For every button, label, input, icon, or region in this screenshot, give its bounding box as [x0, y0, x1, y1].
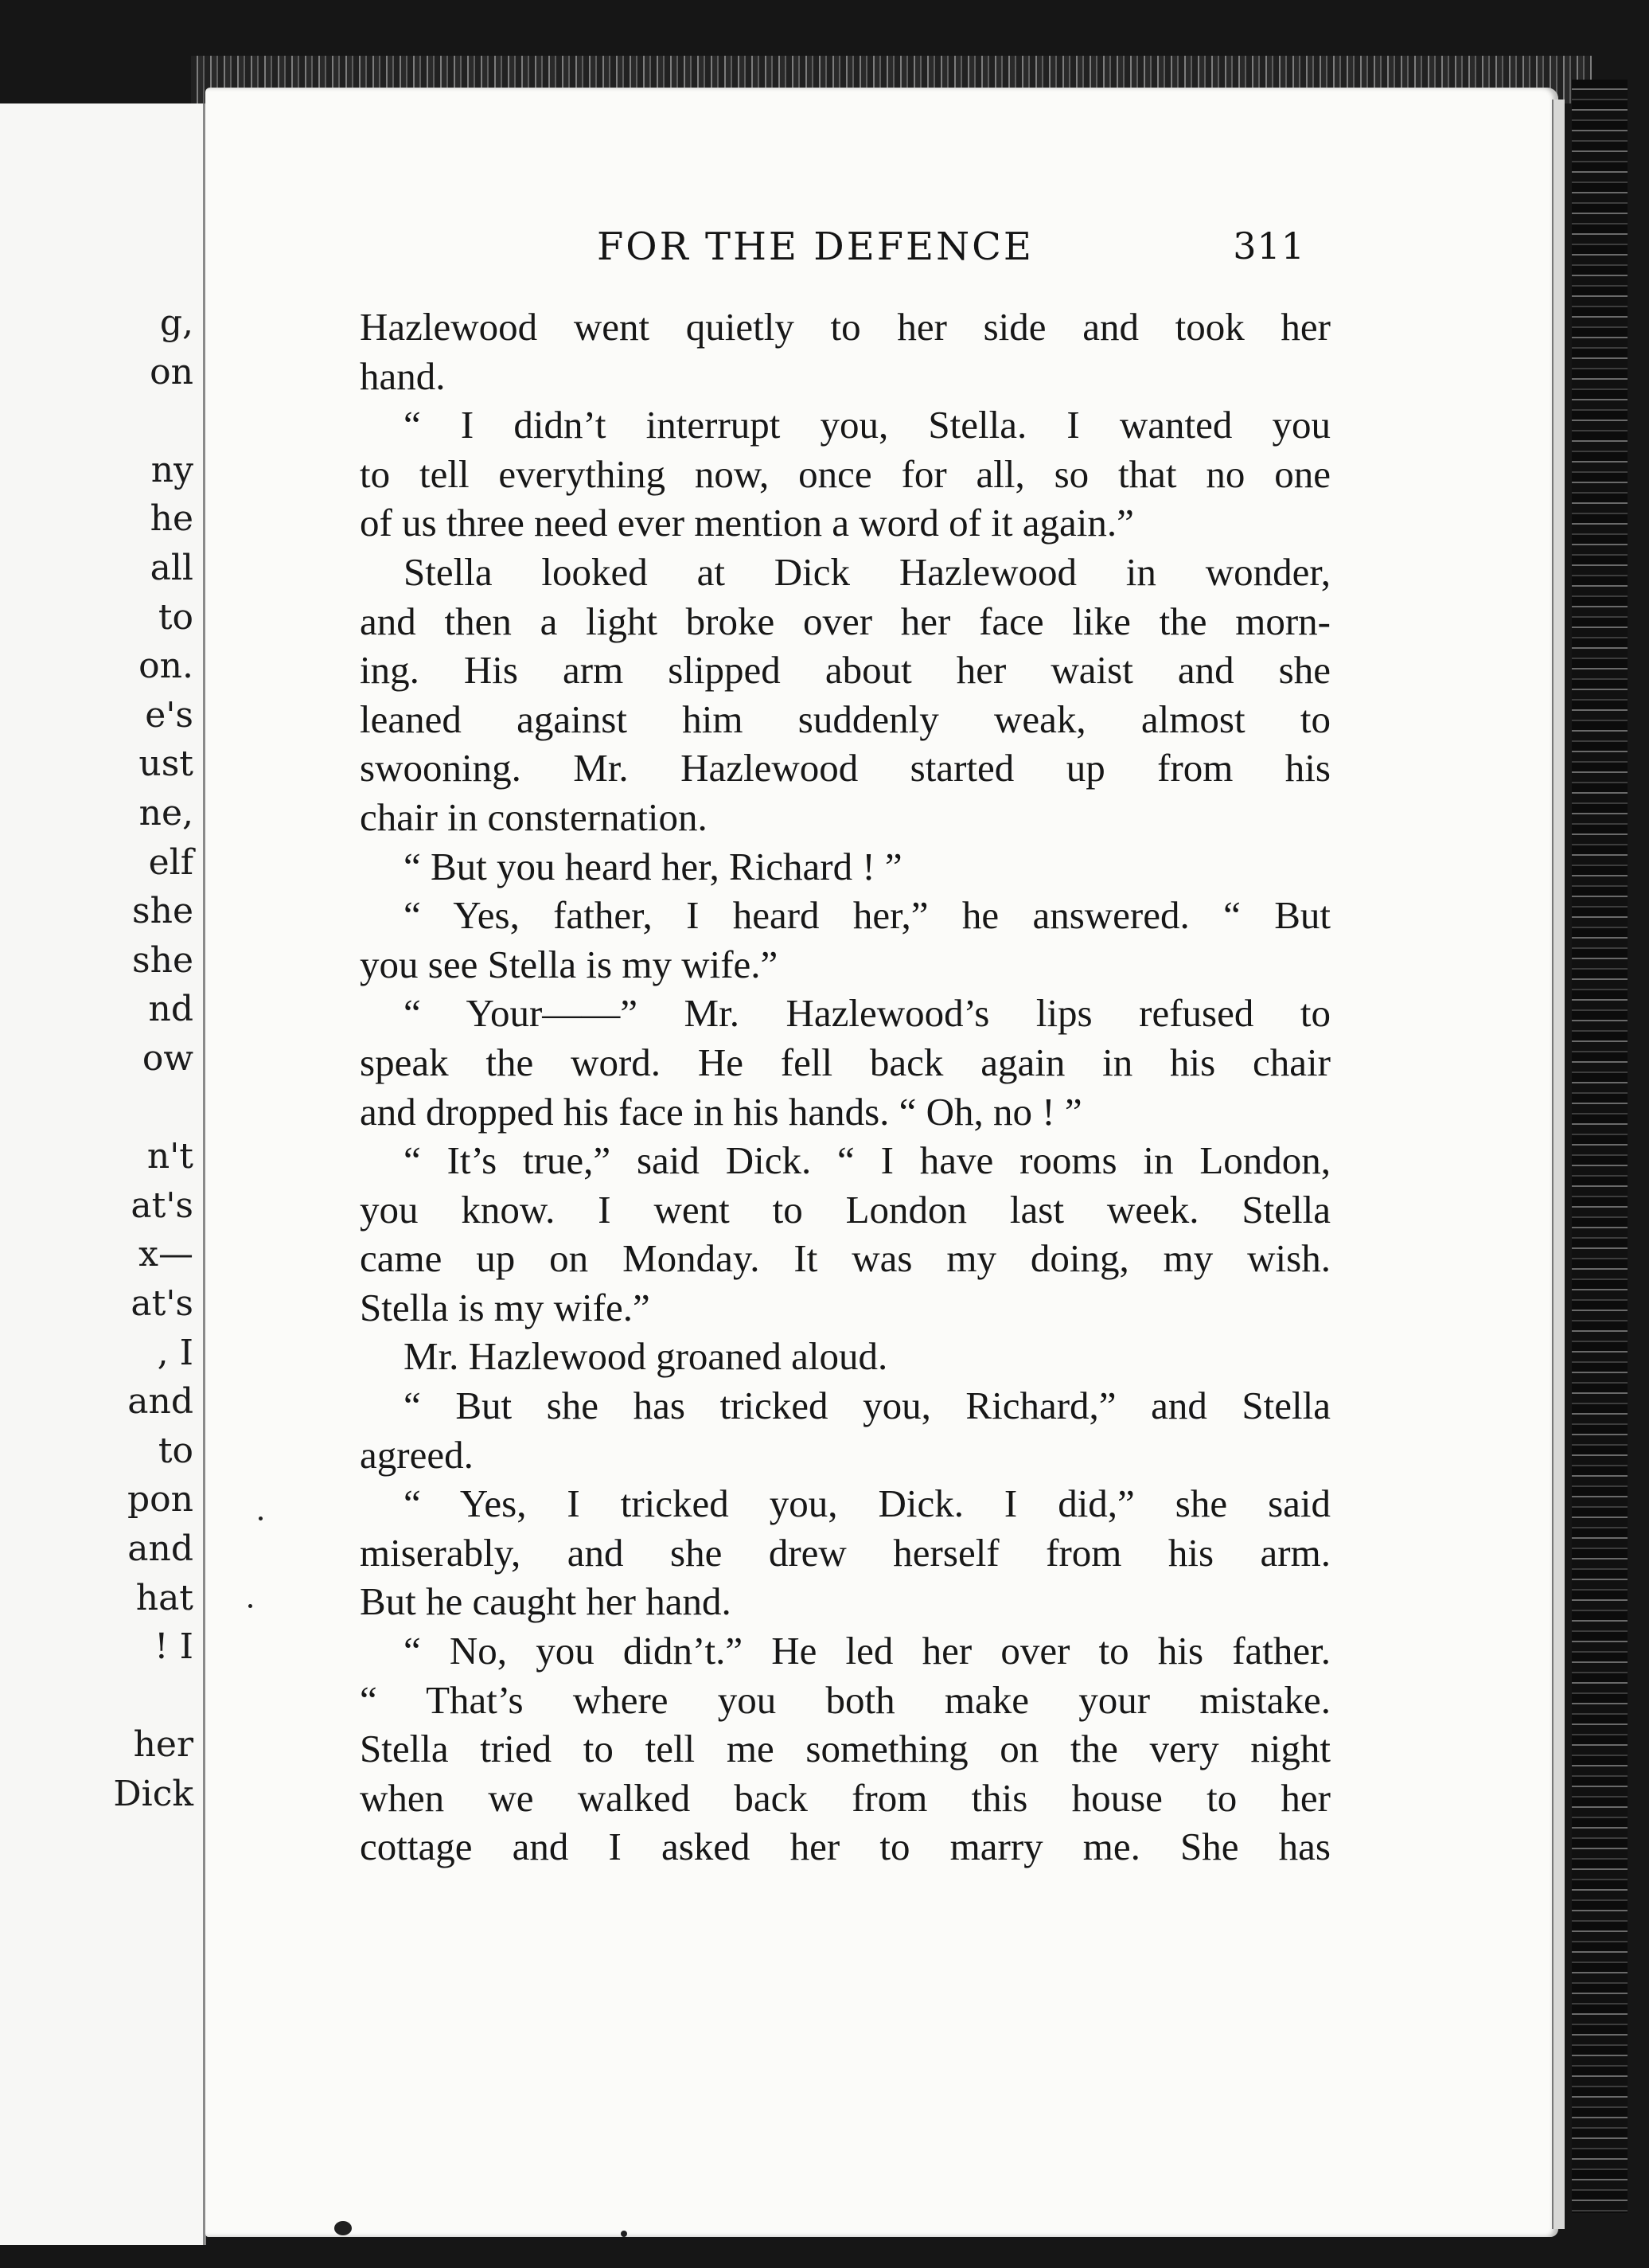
- book-cover-edge: [1572, 80, 1628, 2213]
- left-page-fragment: g,: [159, 303, 193, 343]
- text-line: “ Yes, I tricked you, Dick. I did,” she said: [403, 1481, 1331, 1526]
- text-line: came up on Monday. It was my doing, my wish.: [360, 1236, 1331, 1281]
- page-number: 311: [1233, 224, 1305, 267]
- left-page-fragment: all: [150, 548, 193, 588]
- text-line: agreed.: [360, 1432, 474, 1477]
- body-text: [360, 303, 1331, 1872]
- text-line: cottage and I asked her to marry me. She has: [360, 1825, 1331, 1869]
- left-page-fragment: her: [133, 1724, 193, 1766]
- left-page-fragment: to: [158, 1430, 193, 1471]
- running-title: FOR THE DEFENCE: [597, 224, 1034, 269]
- dust-speck: [334, 2221, 352, 2235]
- text-line: Stella looked at Dick Hazlewood in wonder,: [403, 549, 1331, 594]
- left-page-fragment: elf: [148, 841, 193, 883]
- text-line: But he caught her hand.: [360, 1579, 731, 1624]
- text-line: Mr. Hazlewood groaned aloud.: [403, 1334, 888, 1379]
- text-line: “ I didn’t interrupt you, Stella. I wanted you: [403, 403, 1331, 447]
- text-line: “ Yes, father, I heard her,” he answered. “ But: [403, 893, 1331, 938]
- left-facing-page: [0, 103, 206, 2245]
- text-line: speak the word. He fell back again in his chair: [360, 1040, 1331, 1084]
- left-page-fragment: to: [158, 596, 193, 638]
- text-line: ing. His arm slipped about her waist and she: [360, 648, 1331, 693]
- dust-speck: [248, 1604, 252, 1608]
- text-line: you see Stella is my wife.”: [360, 942, 778, 986]
- left-page-fragment: at's: [131, 1185, 193, 1226]
- text-line: and then a light broke over her face like the morn-: [360, 599, 1331, 643]
- dust-speck: [259, 1517, 263, 1520]
- text-line: “ No, you didn’t.” He led her over to his father.: [403, 1629, 1331, 1673]
- left-page-fragment: at's: [131, 1283, 193, 1324]
- left-page-fragment: and: [127, 1381, 193, 1423]
- text-line: to tell everything now, once for all, so that no one: [360, 451, 1331, 496]
- text-line: Stella tried to tell me something on the very night: [360, 1727, 1331, 1771]
- left-page-fragment: Dick: [113, 1774, 193, 1814]
- text-line: of us three need ever mention a word of it again.”: [360, 501, 1134, 545]
- left-page-fragment: she: [132, 891, 193, 932]
- left-page-fragment: and: [127, 1528, 193, 1569]
- text-line: Hazlewood went quietly to her side and took her: [360, 305, 1331, 349]
- text-line: “ But she has tricked you, Richard,” and Stella: [403, 1384, 1331, 1428]
- text-line: leaned against him suddenly weak, almost to: [360, 697, 1331, 741]
- text-line: swooning. Mr. Hazlewood started up from his: [360, 746, 1331, 790]
- text-line: and dropped his face in his hands. “ Oh, no ! ”: [360, 1089, 1082, 1134]
- text-line: hand.: [360, 353, 446, 398]
- left-page-fragment: x—: [138, 1234, 193, 1275]
- left-page-fragment: n't: [146, 1136, 193, 1177]
- left-page-fragment: , I: [157, 1332, 193, 1373]
- running-head: [398, 224, 1305, 272]
- left-page-fragment: she: [132, 939, 193, 981]
- text-line: “ That’s where you both make your mistake.: [360, 1677, 1331, 1722]
- left-page-fragment: on: [150, 351, 193, 392]
- left-page-fragment: on.: [138, 646, 193, 687]
- text-line: you know. I went to London last week. Stella: [360, 1187, 1331, 1232]
- left-page-fragment: e's: [145, 694, 193, 736]
- left-page-fragment: ne,: [138, 793, 193, 833]
- left-page-fragment: ny: [150, 449, 193, 490]
- left-page-fragment: pon: [127, 1479, 193, 1520]
- text-line: chair in consternation.: [360, 794, 708, 839]
- left-page-fragment: ust: [138, 744, 193, 785]
- page-edge: [1552, 100, 1565, 2229]
- text-line: when we walked back from this house to her: [360, 1775, 1331, 1820]
- text-line: “ Your——” Mr. Hazlewood’s lips refused to: [403, 991, 1331, 1036]
- text-line: Stella is my wife.”: [360, 1285, 650, 1329]
- left-page-fragment: he: [150, 498, 193, 540]
- left-page-fragment: ow: [142, 1038, 193, 1079]
- left-page-fragment: nd: [148, 989, 193, 1030]
- text-line: “ It’s true,” said Dick. “ I have rooms in London,: [403, 1138, 1331, 1183]
- text-line: miserably, and she drew herself from his arm.: [360, 1530, 1331, 1575]
- left-page-fragment: ! I: [154, 1626, 193, 1668]
- text-line: “ But you heard her, Richard ! ”: [403, 844, 902, 888]
- dust-speck: [621, 2231, 627, 2237]
- left-page-fragment: hat: [135, 1577, 193, 1618]
